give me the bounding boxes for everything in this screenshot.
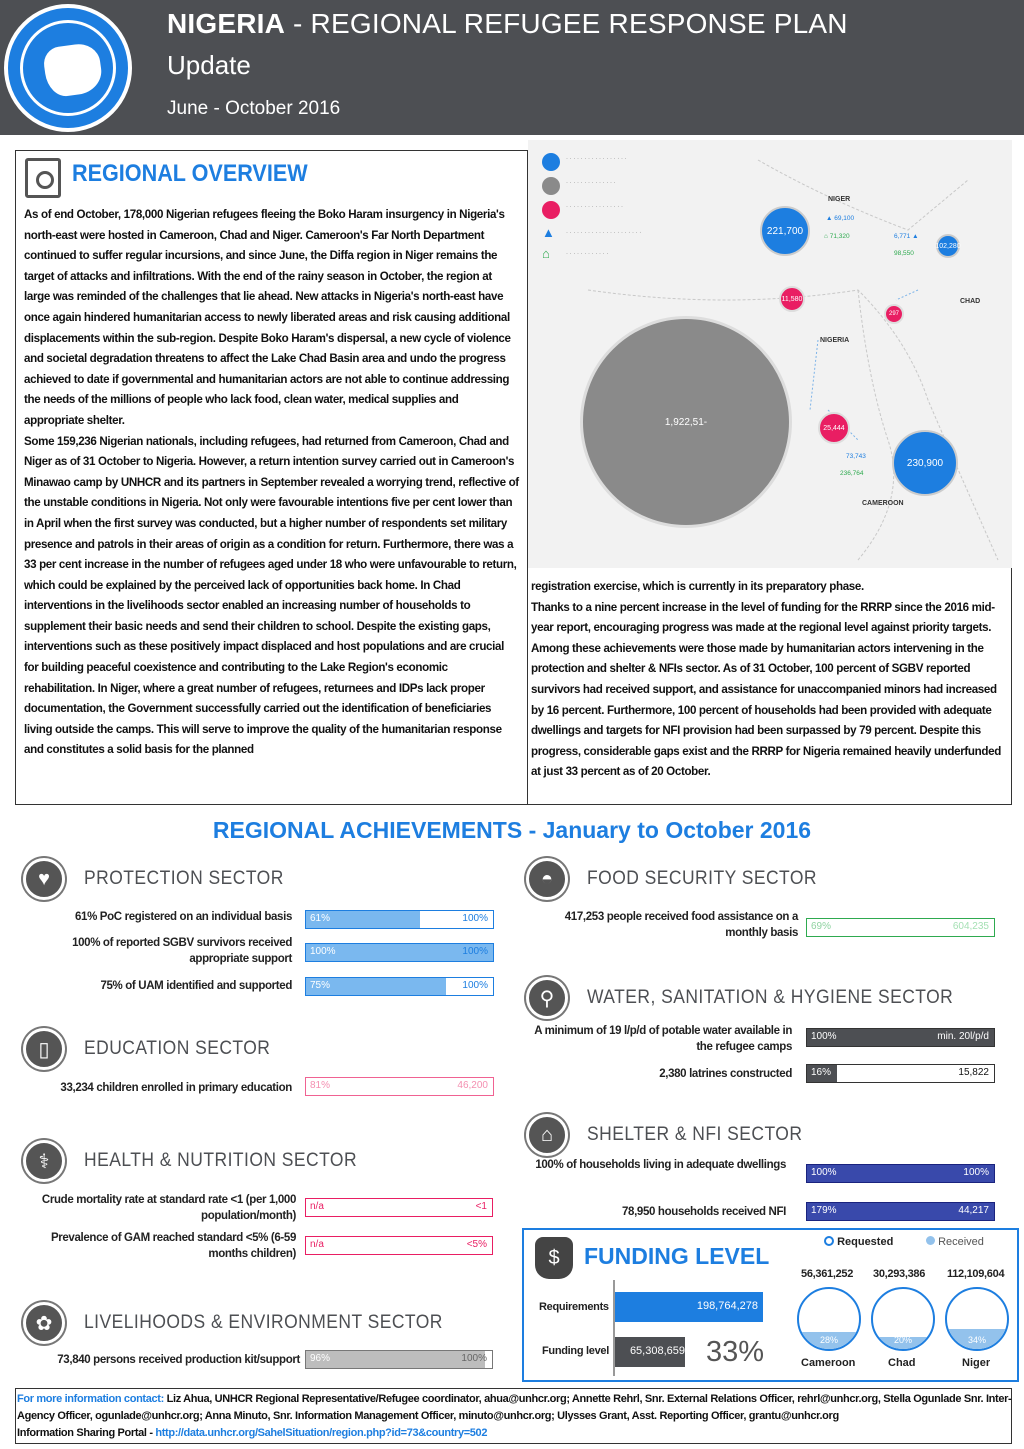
shelter-bar-target: 100% (963, 1167, 989, 1178)
funding-circle-cameroon (797, 1287, 861, 1351)
protection-indicator-label: 75% of UAM identified and supported (100, 980, 292, 992)
chad-tent-count: 6,771 ▲ (894, 233, 919, 240)
bubble-pink-chad: 297 (884, 304, 904, 324)
water-tap-icon (526, 977, 568, 1019)
book-icon-glyph: ▯ (38, 1038, 50, 1061)
food-bar-percent: 69% (811, 921, 832, 932)
wash-indicator-label: A minimum of 19 l/p/d of potable water available in the refugee camps (534, 1025, 792, 1053)
footer-contacts (17, 1391, 1012, 1442)
protection-icon (23, 858, 65, 900)
funding-title: FUNDING LEVEL (584, 1243, 770, 1269)
legend-text-2: · · · · · · · · · · · · · · (566, 180, 616, 186)
legend-requested: Requested (824, 1236, 893, 1248)
wash-indicator-label: 2,380 latrines constructed (659, 1068, 792, 1080)
livelihoods-icon (23, 1302, 65, 1344)
received-percent-chad: 20% (893, 1335, 912, 1345)
wash-indicator-bar (806, 1064, 995, 1083)
country-name-chad: Chad (888, 1357, 916, 1369)
wash-bar-target: min. 20l/p/d (937, 1031, 989, 1042)
education-bar-target: 46,200 (457, 1080, 488, 1091)
legend-text-1: · · · · · · · · · · · · · · · · · (566, 156, 627, 162)
bubble-chad: 102,280 (936, 234, 960, 258)
map-label-niger: NIGER (828, 196, 851, 203)
food-indicator-label: 417,253 people received food assistance on a monthly basis (564, 911, 798, 939)
funding-level-bar: 65,308,659 (615, 1337, 685, 1367)
shelter-indicator-label: 100% of households living in adequate dwellings (535, 1159, 786, 1171)
bubble-niger: 221,700 (760, 206, 810, 256)
book-icon (23, 1028, 65, 1070)
food-bowl-icon (526, 858, 568, 900)
bubble-pink-niger: 11,580 (779, 286, 805, 312)
health-indicator-bar (305, 1236, 493, 1255)
protection-bar-percent: 100% (310, 946, 336, 957)
funding-circle-chad (871, 1287, 935, 1351)
cameroon-tent-count: 73,743 (846, 453, 866, 460)
education-bar-percent: 81% (310, 1080, 331, 1091)
page-title: NIGERIA - REGIONAL REFUGEE RESPONSE PLAN (167, 8, 848, 39)
health-sector-title: HEALTH & NUTRITION SECTOR (84, 1150, 358, 1171)
food-bar-target: 604,235 (952, 921, 989, 932)
education-sector-title: EDUCATION SECTOR (84, 1038, 271, 1059)
achievements-title: REGIONAL ACHIEVEMENTS - January to October 2016 (212, 817, 812, 843)
protection-sector-title: PROTECTION SECTOR (84, 868, 284, 889)
requirements-bar: 198,764,278 (615, 1292, 763, 1322)
legend-pink-dot (542, 201, 560, 219)
legend-text-5: · · · · · · · · · · · · (566, 251, 609, 257)
requirements-label: Requirements (539, 1301, 609, 1313)
shelter-bar-target: 44,217 (958, 1205, 989, 1216)
portal-label: Information Sharing Portal - (17, 1427, 156, 1439)
received-legend-icon (926, 1236, 935, 1245)
chad-house-count: 98,550 (894, 250, 914, 257)
overview-title: REGIONAL OVERVIEW (72, 160, 308, 187)
health-bar-percent: n/a (310, 1201, 324, 1212)
livelihoods-bar-target: 100% (461, 1353, 487, 1364)
niger-tent-count: ▲ 69,100 (826, 215, 855, 222)
livelihoods-indicator-bar (305, 1350, 493, 1369)
legend-grey-dot (542, 177, 560, 195)
shelter-sector-title: SHELTER & NFI SECTOR (587, 1124, 803, 1145)
protection-indicator-bar (305, 910, 494, 929)
wash-sector-title: WATER, SANITATION & HYGIENE SECTOR (587, 987, 954, 1008)
shelter-indicator-bar (806, 1164, 995, 1183)
legend-received: Received (926, 1236, 984, 1248)
caduceus-icon-glyph: ⚕ (38, 1150, 50, 1173)
funding-level-percent: 33% (706, 1336, 765, 1368)
magnifier-icon (36, 171, 54, 189)
protection-indicator-label: 100% of reported SGBV survivors received appropriate support (72, 937, 292, 965)
protection-indicator-label: 61% PoC registered on an individual basis (75, 911, 292, 923)
wash-bar-target: 15,822 (958, 1067, 989, 1078)
health-indicator-label: Prevalence of GAM reached standard <5% (6-59 months children) (50, 1232, 296, 1260)
protection-indicator-bar (305, 943, 494, 962)
education-indicator-bar (305, 1077, 494, 1096)
health-bar-percent: n/a (310, 1239, 324, 1250)
food-indicator-bar (806, 918, 995, 937)
health-bar-target: <1 (475, 1201, 487, 1212)
shelter-indicator-label: 78,950 households received NFI (622, 1206, 786, 1218)
livelihoods-sector-title: LIVELIHOODS & ENVIRONMENT SECTOR (84, 1312, 443, 1333)
requested-amount-niger: 112,109,604 (947, 1268, 1005, 1280)
requested-amount-cameroon: 56,361,252 (801, 1268, 854, 1280)
bubble-cameroon: 230,900 (892, 430, 958, 496)
funding-circle-niger (945, 1287, 1009, 1351)
country-name-cameroon: Cameroon (801, 1357, 856, 1369)
livelihoods-icon-glyph: ✿ (35, 1312, 53, 1335)
wash-bar-percent: 16% (811, 1067, 832, 1078)
tent-legend-icon: ▲ (542, 225, 555, 240)
funding-level-label: Funding level (542, 1345, 609, 1357)
nigeria-map-logo (4, 4, 132, 132)
received-percent-niger: 34% (967, 1335, 986, 1345)
protection-bar-percent: 75% (310, 980, 331, 991)
legend-text-4: · · · · · · · · · · · · · · · · · · · · · (566, 230, 642, 236)
report-period: June - October 2016 (167, 98, 341, 119)
contact-text: Liz Ahua, UNHCR Regional Representative/Refugee coordinator, ahua@unhcr.org; Annette Rehrl, Snr. External Relations Officer, rehrl@unhcr.org, Stella Ogunlade Snr. Inter-Agency Officer, ogunlade@unhcr.org; Anna Minuto, Snr. Information Management Officer, minuto@unhcr.org; Ulysses Grant, Asst. Reporting Officer, grantu@unhcr.org (17, 1393, 1012, 1422)
wash-bar-percent: 100% (811, 1031, 837, 1042)
cameroon-house-count: 236,764 (840, 470, 864, 477)
map-label-cameroon: CAMEROON (862, 500, 904, 507)
shelter-indicator-bar (806, 1202, 995, 1221)
food-sector-title: FOOD SECURITY SECTOR (587, 868, 817, 889)
magnifier-document-icon (25, 158, 61, 198)
regional-map (528, 140, 1012, 568)
niger-house-count: ⌂ 71,320 (824, 233, 850, 240)
livelihoods-indicator-label: 73,840 persons received production kit/support (57, 1354, 300, 1366)
wash-indicator-bar (806, 1028, 995, 1047)
livelihoods-bar-percent: 96% (310, 1353, 331, 1364)
protection-bar-target: 100% (462, 913, 488, 924)
page-subtitle: Update (167, 50, 251, 80)
protection-bar-percent: 61% (310, 913, 331, 924)
house-legend-icon: ⌂ (542, 246, 550, 261)
shelter-icon (526, 1114, 568, 1156)
requested-amount-chad: 30,293,386 (873, 1268, 926, 1280)
portal-link[interactable]: http://data.unhcr.org/SahelSituation/region.php?id=73&country=502 (155, 1427, 488, 1439)
legend-blue-dot (542, 153, 560, 171)
shelter-bar-percent: 100% (811, 1167, 837, 1178)
health-indicator-label: Crude mortality rate at standard rate <1 (per 1,000 population/month) (41, 1194, 296, 1222)
map-label-nigeria: NIGERIA (820, 337, 850, 344)
health-indicator-bar (305, 1198, 493, 1217)
food-bowl-icon-glyph: ◓ (540, 867, 554, 890)
education-indicator-label: 33,234 children enrolled in primary education (60, 1082, 292, 1094)
protection-bar-target: 100% (462, 946, 488, 957)
bubble-nigeria: 1,922,51- (580, 316, 792, 528)
protection-icon-glyph: ♥ (38, 867, 50, 890)
received-percent-cameroon: 28% (819, 1335, 838, 1345)
caduceus-icon (23, 1140, 65, 1182)
overview-text-left: As of end October, 178,000 Nigerian refugees fleeing the Boko Haram insurgency in Nigeria's north-east were hosted in Cameroon, Chad and Niger. Cameroon's Far North Department continued to suffer regular incursions, and since June, the Diffa region in Niger remains the target of attacks and infiltrations. With the end of the rainy season in October, the region at large was reminded of the challenges that lie ahead. New attacks in Nigeria's north-east have once again hindered humanitarian access to newly liberated areas and risk causing additional displacements within the sub-region. Despite Boko Haram's dispersal, a new cycle of violence and societal degradation threatens to affect the Lake Chad Basin area and undo the progress achieved to date if governmental and humanitarian actors are not able to continue addressing the needs of the millions of people who lack food, clean water, medical supplies and appropriate shelter. Some 159,236 Nigerian nationals, including refugees, had returned from Cameroon, Chad and Niger as of 31 October to Nigeria. However, a return intention survey carried out in Cameroon's Minawao camp by UNHCR and its partners in September revealed a worrying trend, reflective of the unstable conditions in Nigeria. Not only were favourable intentions five per cent lower than in April when the first survey was conducted, but a higher number of respondents set military presence and patrols in their areas of origin as a condition for return. Furthermore, there was a 33 per cent increase in the number of refugees aged under 18 who were unfavourable to return, which could be explained by the perceived lack of opportunities back home. In Chad interventions in the livelihoods sector enabled an increasing number of households to supplement their basic needs and send their children to school. Despite the existing gaps, interventions such as these positively impact displaced and host populations and are crucial for building peaceful coexistence and contributing to the Lake Region's economic rehabilitation. In Niger, where a great number of refugees, returnees and IDPs lack proper documentation, the Government successfully carried out the identification of beneficiaries living outside the camps. This will serve to improve the quality of the humanitarian response and constitutes a solid basis for the planned (24, 208, 519, 757)
logo-ring (20, 20, 116, 116)
requested-legend-icon (824, 1236, 834, 1246)
protection-indicator-bar (305, 977, 494, 996)
country-name-niger: Niger (962, 1357, 991, 1369)
protection-bar-target: 100% (462, 980, 488, 991)
livelihoods-bar-fill (306, 1351, 485, 1368)
money-bag-icon: $ (535, 1237, 573, 1279)
nigeria-outline-icon (42, 41, 104, 98)
shelter-bar-percent: 179% (811, 1205, 837, 1216)
bubble-pink-cameroon: 25,444 (818, 412, 850, 444)
map-label-chad: CHAD (960, 298, 981, 305)
legend-text-3: · · · · · · · · · · · · · · · · (566, 204, 623, 210)
overview-text-right: registration exercise, which is currently in its preparatory phase. Thanks to a nine percent increase in the level of funding for the RRRP since the 2016 mid-year report, encouraging progress was made at the regional level against priority targets. Among these achievements were those made by humanitarian actors intervening in the protection and shelter & NFIs sector. As of 31 October, 100 percent of SGBV reported survivors had received support, and assistance for unaccompanied minors had increased by 16 percent. Furthermore, 100 percent of households had been provided with adequate dwellings and targets for NFI provision had been surpassed by 79 percent. Despite this progress, considerable gaps exist and the RRRP for Nigeria remained heavily underfunded at just 33 percent as of 20 October. (531, 580, 1001, 779)
health-bar-target: <5% (466, 1239, 487, 1250)
contact-label: For more information contact: (17, 1393, 164, 1405)
water-tap-icon-glyph: ⚲ (539, 987, 555, 1010)
shelter-icon-glyph: ⌂ (540, 1123, 554, 1146)
